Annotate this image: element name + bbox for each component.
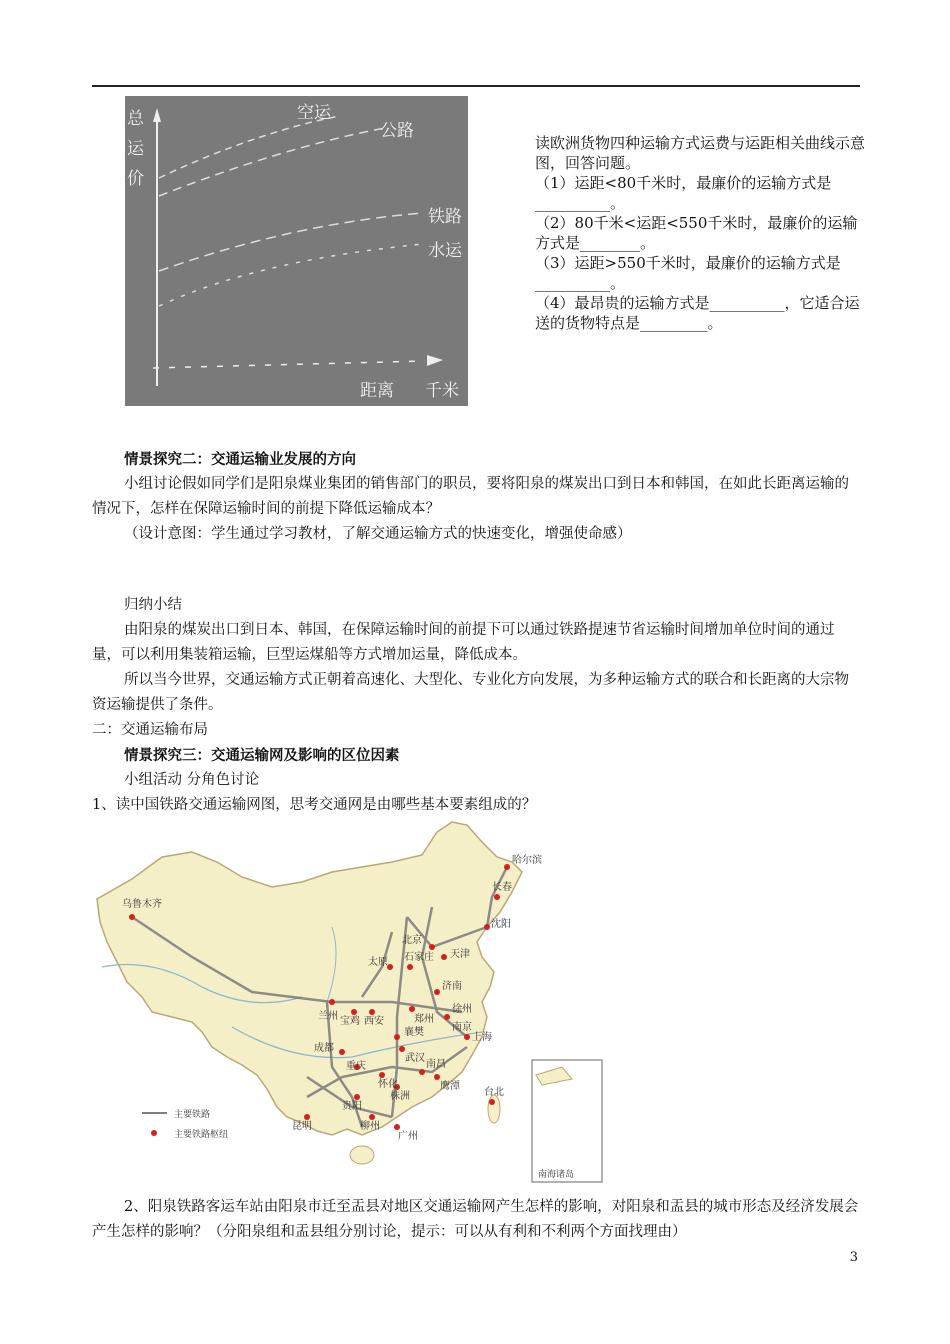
section-3-activity: 小组活动 分角色讨论 <box>124 772 260 788</box>
railway-hub-dot <box>434 989 440 995</box>
city-label: 广州 <box>398 1131 418 1142</box>
city-label: 株洲 <box>390 1091 410 1102</box>
summary <box>92 593 862 818</box>
railway-hub-dot <box>494 894 500 900</box>
chart-intro: 读欧洲货物四种运输方式运费与运距相关曲线示意图，回答问题。 <box>535 134 866 172</box>
transport-cost-chart <box>125 96 468 406</box>
section-2 <box>92 447 862 547</box>
water-curve <box>159 244 423 306</box>
city-label: 上海 <box>472 1032 492 1043</box>
city-label: 昆明 <box>292 1121 312 1132</box>
city-label: 鹰潭 <box>440 1081 460 1092</box>
chart-question-4: （4）最昂贵的运输方式是__________，它适合运送的货物特点是_________。 <box>535 294 860 332</box>
y-axis-arrow <box>153 108 161 122</box>
city-label: 怀化 <box>378 1079 398 1090</box>
city-label: 沈阳 <box>491 919 511 930</box>
city-label: 贵阳 <box>342 1101 362 1112</box>
city-label: 石家庄 <box>404 952 434 963</box>
railway-hub-dot <box>339 1049 345 1055</box>
x-axis <box>153 361 425 368</box>
taiwan-island <box>488 1095 500 1123</box>
chart-question-2: （2）80千米<运距<550千米时，最廉价的运输方式是________。 <box>535 214 858 252</box>
legend-hub-label: 主要铁路枢纽 <box>174 1130 229 1140</box>
railway-hub-dot <box>429 944 435 950</box>
chart-question-1: （1）运距<80千米时，最廉价的运输方式是__________。 <box>535 174 832 212</box>
railway-hub-dot <box>369 1114 375 1120</box>
summary-para-2: 所以当今世界，交通运输方式正朝着高速化、大型化、专业化方向发展，为多种运输方式的联合和长距离的大宗物资运输提供了条件。 <box>92 672 849 713</box>
hainan-island <box>350 1146 374 1164</box>
city-label: 天津 <box>450 949 470 960</box>
city-label: 柳州 <box>360 1121 380 1132</box>
city-label: 北京 <box>402 935 422 946</box>
city-label: 郑州 <box>414 1014 434 1025</box>
section-heading: 二：交通运输布局 <box>92 722 208 738</box>
city-label: 台北 <box>484 1087 504 1098</box>
railway-hub-dot <box>419 1069 425 1075</box>
section-3-question-1: 1、读中国铁路交通运输网图，思考交通网是由哪些基本要素组成的？ <box>92 797 537 813</box>
section-3-question-2-block <box>92 1195 862 1245</box>
railway-hub-dot <box>351 1009 357 1015</box>
chart-canvas <box>125 96 468 406</box>
series-label-rail: 铁路 <box>428 207 462 227</box>
xunit: 千米 <box>425 381 459 401</box>
railway-hub-dot <box>354 1094 360 1100</box>
city-label: 乌鲁木齐 <box>122 899 162 910</box>
railway-hub-dot <box>464 1034 470 1040</box>
city-label: 济南 <box>442 981 462 992</box>
city-label: 宝鸡 <box>340 1016 360 1027</box>
railway-hub-dot <box>399 1046 405 1052</box>
series-label-road: 公路 <box>380 121 414 141</box>
city-label: 南京 <box>452 1022 472 1033</box>
ylabel-char-2: 运 <box>127 139 144 159</box>
series-label-water: 水运 <box>428 241 462 261</box>
china-railway-map <box>92 817 612 1187</box>
railway-hub-dot <box>329 999 335 1005</box>
city-label: 武汉 <box>405 1053 425 1064</box>
railway-hub-dot <box>369 1009 375 1015</box>
air-curve <box>159 116 340 178</box>
section-2-note: （设计意图：学生通过学习教材，了解交通运输方式的快速变化，增强使命感） <box>124 526 632 542</box>
legend-hub-dot <box>151 1130 157 1136</box>
railway-hub-dot <box>129 914 135 920</box>
ylabel-char-3: 价 <box>127 169 144 189</box>
railway-hub-dot <box>441 954 447 960</box>
map-canvas <box>92 817 612 1187</box>
city-label: 成都 <box>314 1043 334 1054</box>
ylabel-char-1: 总 <box>127 109 144 129</box>
summary-para-1: 由阳泉的煤炭出口到日本、韩国，在保障运输时间的前提下可以通过铁路提速节省运输时间增加单位时间的通过量，可以利用集装箱运输，巨型运煤船等方式增加运量，降低成本。 <box>92 622 835 663</box>
railway-hub-dot <box>434 1074 440 1080</box>
city-label: 重庆 <box>346 1061 366 1072</box>
railway-hub-dot <box>444 1014 450 1020</box>
railway-hub-dot <box>394 1034 400 1040</box>
section-2-para: 小组讨论假如同学们是阳泉煤业集团的销售部门的职员，要将阳泉的煤炭出口到日本和韩国，在如此长距离运输的情况下，怎样在保障运输时间的前提下降低运输成本？ <box>92 476 849 517</box>
railway-hub-dot <box>379 1072 385 1078</box>
city-label: 南昌 <box>426 1059 446 1070</box>
page-number: 3 <box>849 1250 858 1265</box>
city-label: 西安 <box>364 1016 384 1027</box>
city-label: 哈尔滨 <box>512 855 542 866</box>
city-label: 徐州 <box>452 1004 472 1015</box>
section-2-title: 情景探究二：交通运输业发展的方向 <box>124 451 356 468</box>
chart-questions <box>535 133 865 333</box>
city-label: 襄樊 <box>404 1027 424 1038</box>
railway-hub-dot <box>484 924 490 930</box>
x-axis-arrow <box>427 355 443 366</box>
railway-hub-dot <box>504 864 510 870</box>
city-label: 长春 <box>492 882 512 893</box>
summary-title: 归纳小结 <box>124 597 182 613</box>
railway-hub-dot <box>489 1099 495 1105</box>
chart-question-3: （3）运距>550千米时，最廉价的运输方式是__________。 <box>535 254 841 292</box>
railway-hub-dot <box>394 1124 400 1130</box>
rail-curve <box>159 213 423 271</box>
inset-label: 南海诸岛 <box>538 1170 575 1180</box>
section-3-title: 情景探究三：交通运输网及影响的区位因素 <box>124 747 400 764</box>
series-label-air: 空运 <box>297 103 331 123</box>
section-3-question-2: 2、阳泉铁路客运车站由阳泉市迁至盂县对地区交通运输网产生怎样的影响，对阳泉和盂县的城市形态及经济发展会产生怎样的影响？（分阳泉组和盂县组分别讨论，提示：可以从有利和不利两个方面找理由） <box>92 1199 859 1240</box>
legend-rail-label: 主要铁路 <box>174 1110 211 1120</box>
railway-hub-dot <box>407 964 413 970</box>
city-label: 太原 <box>368 957 388 968</box>
railway-hub-dot <box>304 1114 310 1120</box>
railway-hub-dot <box>409 1006 415 1012</box>
xlabel: 距离 <box>360 381 394 401</box>
header-rule <box>92 85 860 87</box>
city-label: 兰州 <box>318 1011 338 1022</box>
